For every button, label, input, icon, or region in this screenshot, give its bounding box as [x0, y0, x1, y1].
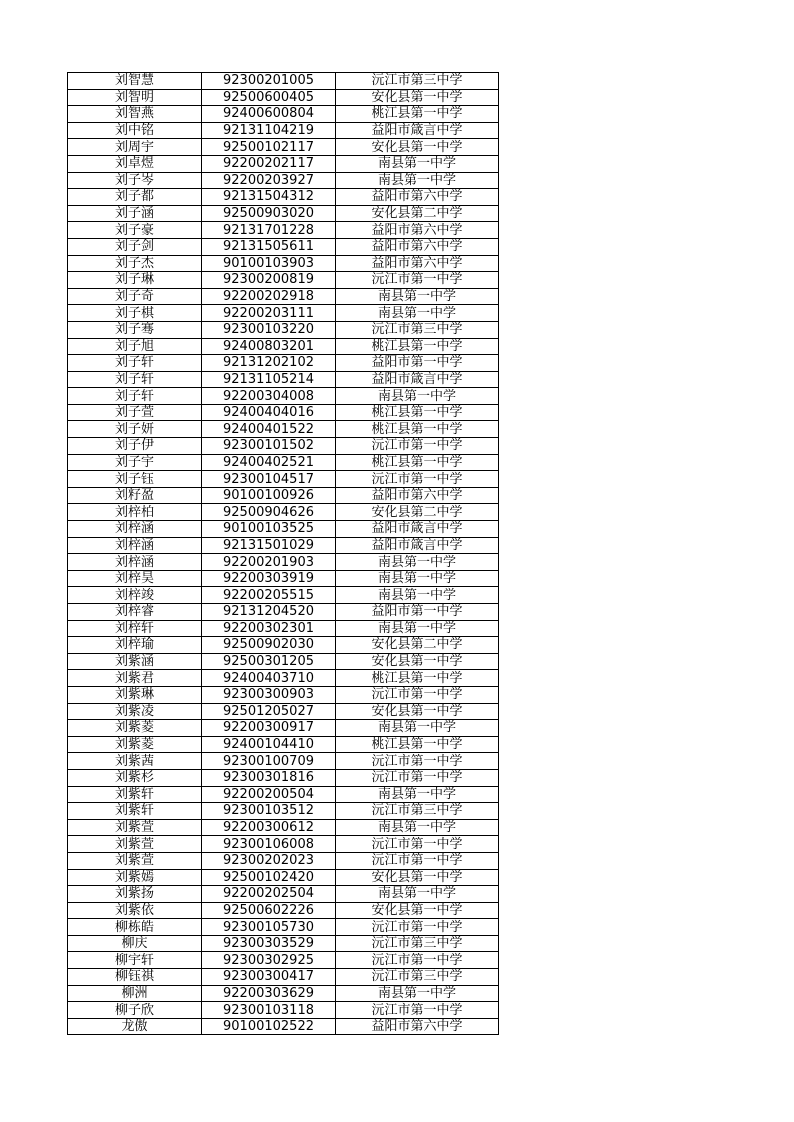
student-name-cell: 刘紫轩 [68, 786, 202, 803]
student-name-cell: 刘周宇 [68, 139, 202, 156]
student-roster-table [67, 72, 499, 1035]
student-name-cell: 刘子棋 [68, 305, 202, 322]
school-name-cell: 益阳市第六中学 [336, 222, 499, 239]
student-name-cell: 刘紫萱 [68, 852, 202, 869]
student-name-cell: 刘子伊 [68, 438, 202, 455]
exam-id-cell: 92131105214 [202, 371, 336, 388]
school-name-cell: 南县第一中学 [336, 155, 499, 172]
exam-id-cell: 92200200504 [202, 786, 336, 803]
student-name-cell: 刘紫萱 [68, 836, 202, 853]
student-name-cell: 刘紫涵 [68, 653, 202, 670]
table-row [68, 919, 499, 936]
school-name-cell: 安化县第一中学 [336, 869, 499, 886]
student-name-cell: 柳钰祺 [68, 969, 202, 986]
student-name-cell: 刘子轩 [68, 388, 202, 405]
school-name-cell: 南县第一中学 [336, 786, 499, 803]
table-row [68, 89, 499, 106]
exam-id-cell: 92501205027 [202, 703, 336, 720]
table-row [68, 504, 499, 521]
student-name-cell: 刘子琳 [68, 272, 202, 289]
exam-id-cell: 92200203111 [202, 305, 336, 322]
exam-id-cell: 92131104219 [202, 122, 336, 139]
table-row [68, 803, 499, 820]
table-row [68, 355, 499, 372]
school-name-cell: 南县第一中学 [336, 587, 499, 604]
school-name-cell: 沅江市第一中学 [336, 836, 499, 853]
table-row [68, 769, 499, 786]
school-name-cell: 益阳市箴言中学 [336, 122, 499, 139]
table-row [68, 819, 499, 836]
table-row [68, 255, 499, 272]
school-name-cell: 安化县第一中学 [336, 653, 499, 670]
student-name-cell: 刘子宇 [68, 454, 202, 471]
table-row [68, 537, 499, 554]
school-name-cell: 南县第一中学 [336, 388, 499, 405]
exam-id-cell: 90100100926 [202, 487, 336, 504]
school-name-cell: 安化县第一中学 [336, 902, 499, 919]
student-name-cell: 刘紫嫣 [68, 869, 202, 886]
exam-id-cell: 90100103525 [202, 521, 336, 538]
exam-id-cell: 92200302301 [202, 620, 336, 637]
student-name-cell: 刘子杰 [68, 255, 202, 272]
school-name-cell: 桃江县第一中学 [336, 338, 499, 355]
exam-id-cell: 92200203927 [202, 172, 336, 189]
school-name-cell: 沅江市第三中学 [336, 969, 499, 986]
exam-id-cell: 92300302925 [202, 952, 336, 969]
student-name-cell: 刘子妍 [68, 421, 202, 438]
student-name-cell: 刘紫菱 [68, 736, 202, 753]
school-name-cell: 桃江县第一中学 [336, 454, 499, 471]
student-name-cell: 刘梓涵 [68, 554, 202, 571]
school-name-cell: 沅江市第三中学 [336, 803, 499, 820]
student-name-cell: 刘梓涵 [68, 537, 202, 554]
school-name-cell: 南县第一中学 [336, 720, 499, 737]
exam-id-cell: 92300303529 [202, 935, 336, 952]
exam-id-cell: 92500301205 [202, 653, 336, 670]
school-name-cell: 益阳市第六中学 [336, 1018, 499, 1035]
table-row [68, 487, 499, 504]
school-name-cell: 南县第一中学 [336, 886, 499, 903]
exam-id-cell: 92300300417 [202, 969, 336, 986]
table-row [68, 438, 499, 455]
exam-id-cell: 92500904626 [202, 504, 336, 521]
exam-id-cell: 92400402521 [202, 454, 336, 471]
exam-id-cell: 92300101502 [202, 438, 336, 455]
table-row [68, 106, 499, 123]
school-name-cell: 安化县第二中学 [336, 205, 499, 222]
student-name-cell: 刘梓涵 [68, 521, 202, 538]
school-name-cell: 益阳市箴言中学 [336, 537, 499, 554]
school-name-cell: 安化县第二中学 [336, 637, 499, 654]
student-name-cell: 刘紫轩 [68, 803, 202, 820]
exam-id-cell: 92300100709 [202, 753, 336, 770]
exam-id-cell: 92131505611 [202, 238, 336, 255]
school-name-cell: 桃江县第一中学 [336, 670, 499, 687]
student-name-cell: 刘子骞 [68, 321, 202, 338]
table-row [68, 139, 499, 156]
exam-id-cell: 92200304008 [202, 388, 336, 405]
exam-id-cell: 92400104410 [202, 736, 336, 753]
exam-id-cell: 92500902030 [202, 637, 336, 654]
exam-id-cell: 92131204520 [202, 604, 336, 621]
school-name-cell: 安化县第二中学 [336, 504, 499, 521]
exam-id-cell: 92400600804 [202, 106, 336, 123]
school-name-cell: 桃江县第一中学 [336, 736, 499, 753]
table-row [68, 321, 499, 338]
exam-id-cell: 92500602226 [202, 902, 336, 919]
exam-id-cell: 92131202102 [202, 355, 336, 372]
school-name-cell: 沅江市第三中学 [336, 73, 499, 90]
student-name-cell: 刘子轩 [68, 371, 202, 388]
student-name-cell: 刘梓昊 [68, 570, 202, 587]
exam-id-cell: 92200205515 [202, 587, 336, 604]
table-row [68, 985, 499, 1002]
school-name-cell: 益阳市箴言中学 [336, 521, 499, 538]
student-name-cell: 柳洲 [68, 985, 202, 1002]
exam-id-cell: 92200300917 [202, 720, 336, 737]
school-name-cell: 沅江市第一中学 [336, 686, 499, 703]
table-row [68, 886, 499, 903]
table-row [68, 73, 499, 90]
exam-id-cell: 92200303629 [202, 985, 336, 1002]
table-row [68, 471, 499, 488]
student-name-cell: 刘子都 [68, 189, 202, 206]
table-row [68, 952, 499, 969]
exam-id-cell: 92300105730 [202, 919, 336, 936]
school-name-cell: 桃江县第一中学 [336, 421, 499, 438]
school-name-cell: 安化县第一中学 [336, 89, 499, 106]
school-name-cell: 南县第一中学 [336, 819, 499, 836]
table-row [68, 189, 499, 206]
table-row [68, 205, 499, 222]
table-row [68, 902, 499, 919]
school-name-cell: 益阳市第一中学 [336, 355, 499, 372]
roster-body [68, 73, 499, 1035]
school-name-cell: 益阳市第六中学 [336, 255, 499, 272]
student-name-cell: 刘紫萱 [68, 819, 202, 836]
student-name-cell: 刘子剑 [68, 238, 202, 255]
table-row [68, 686, 499, 703]
table-row [68, 935, 499, 952]
student-name-cell: 刘子豪 [68, 222, 202, 239]
student-name-cell: 刘智燕 [68, 106, 202, 123]
exam-id-cell: 92500102420 [202, 869, 336, 886]
table-row [68, 703, 499, 720]
table-row [68, 620, 499, 637]
student-name-cell: 刘梓睿 [68, 604, 202, 621]
exam-id-cell: 92300104517 [202, 471, 336, 488]
exam-id-cell: 92400404016 [202, 404, 336, 421]
table-row [68, 1018, 499, 1035]
table-row [68, 720, 499, 737]
table-row [68, 122, 499, 139]
student-name-cell: 柳栋皓 [68, 919, 202, 936]
school-name-cell: 沅江市第一中学 [336, 952, 499, 969]
table-row [68, 736, 499, 753]
exam-id-cell: 92400401522 [202, 421, 336, 438]
exam-id-cell: 92131504312 [202, 189, 336, 206]
student-name-cell: 刘籽盈 [68, 487, 202, 504]
student-name-cell: 刘梓瑜 [68, 637, 202, 654]
table-row [68, 786, 499, 803]
student-name-cell: 刘中铭 [68, 122, 202, 139]
school-name-cell: 益阳市第一中学 [336, 604, 499, 621]
student-name-cell: 刘智慧 [68, 73, 202, 90]
school-name-cell: 沅江市第一中学 [336, 1002, 499, 1019]
exam-id-cell: 90100103903 [202, 255, 336, 272]
table-row [68, 670, 499, 687]
school-name-cell: 南县第一中学 [336, 305, 499, 322]
exam-id-cell: 92400403710 [202, 670, 336, 687]
student-name-cell: 龙傲 [68, 1018, 202, 1035]
school-name-cell: 沅江市第一中学 [336, 471, 499, 488]
school-name-cell: 沅江市第三中学 [336, 321, 499, 338]
school-name-cell: 沅江市第三中学 [336, 935, 499, 952]
student-name-cell: 刘子奇 [68, 288, 202, 305]
table-row [68, 338, 499, 355]
student-name-cell: 刘卓煜 [68, 155, 202, 172]
table-row [68, 404, 499, 421]
school-name-cell: 安化县第一中学 [336, 703, 499, 720]
school-name-cell: 南县第一中学 [336, 172, 499, 189]
student-name-cell: 刘梓轩 [68, 620, 202, 637]
school-name-cell: 沅江市第一中学 [336, 852, 499, 869]
student-name-cell: 柳子欣 [68, 1002, 202, 1019]
table-row [68, 637, 499, 654]
table-row [68, 421, 499, 438]
exam-id-cell: 92500102117 [202, 139, 336, 156]
school-name-cell: 益阳市箴言中学 [336, 371, 499, 388]
table-row [68, 852, 499, 869]
school-name-cell: 南县第一中学 [336, 570, 499, 587]
exam-id-cell: 92300301816 [202, 769, 336, 786]
exam-id-cell: 92200202117 [202, 155, 336, 172]
table-row [68, 969, 499, 986]
student-name-cell: 刘紫菱 [68, 720, 202, 737]
student-name-cell: 刘梓竣 [68, 587, 202, 604]
student-name-cell: 柳庆 [68, 935, 202, 952]
school-name-cell: 益阳市第六中学 [336, 487, 499, 504]
school-name-cell: 南县第一中学 [336, 554, 499, 571]
exam-id-cell: 92200300612 [202, 819, 336, 836]
exam-id-cell: 90100102522 [202, 1018, 336, 1035]
student-name-cell: 刘紫扬 [68, 886, 202, 903]
exam-id-cell: 92300200819 [202, 272, 336, 289]
table-row [68, 222, 499, 239]
student-name-cell: 刘梓柏 [68, 504, 202, 521]
exam-id-cell: 92500903020 [202, 205, 336, 222]
table-row [68, 272, 499, 289]
table-row [68, 388, 499, 405]
school-name-cell: 益阳市第六中学 [336, 238, 499, 255]
table-row [68, 1002, 499, 1019]
table-row [68, 454, 499, 471]
school-name-cell: 沅江市第一中学 [336, 438, 499, 455]
table-row [68, 288, 499, 305]
table-row [68, 604, 499, 621]
exam-id-cell: 92131701228 [202, 222, 336, 239]
table-row [68, 836, 499, 853]
student-name-cell: 刘智明 [68, 89, 202, 106]
exam-id-cell: 92400803201 [202, 338, 336, 355]
table-row [68, 653, 499, 670]
table-row [68, 305, 499, 322]
school-name-cell: 益阳市第六中学 [336, 189, 499, 206]
table-row [68, 172, 499, 189]
exam-id-cell: 92300103220 [202, 321, 336, 338]
exam-id-cell: 92200202504 [202, 886, 336, 903]
exam-id-cell: 92500600405 [202, 89, 336, 106]
student-name-cell: 刘子萱 [68, 404, 202, 421]
exam-id-cell: 92300103118 [202, 1002, 336, 1019]
student-name-cell: 刘子涵 [68, 205, 202, 222]
exam-id-cell: 92200303919 [202, 570, 336, 587]
exam-id-cell: 92200202918 [202, 288, 336, 305]
table-row [68, 570, 499, 587]
exam-id-cell: 92131501029 [202, 537, 336, 554]
student-name-cell: 刘紫依 [68, 902, 202, 919]
student-name-cell: 刘紫杉 [68, 769, 202, 786]
table-row [68, 869, 499, 886]
table-row [68, 753, 499, 770]
table-row [68, 587, 499, 604]
student-name-cell: 柳宇轩 [68, 952, 202, 969]
table-row [68, 155, 499, 172]
exam-id-cell: 92300103512 [202, 803, 336, 820]
exam-id-cell: 92300300903 [202, 686, 336, 703]
table-row [68, 371, 499, 388]
school-name-cell: 南县第一中学 [336, 288, 499, 305]
table-row [68, 521, 499, 538]
school-name-cell: 南县第一中学 [336, 985, 499, 1002]
student-name-cell: 刘紫琳 [68, 686, 202, 703]
student-name-cell: 刘子旭 [68, 338, 202, 355]
school-name-cell: 安化县第一中学 [336, 139, 499, 156]
exam-id-cell: 92300201005 [202, 73, 336, 90]
student-name-cell: 刘子岑 [68, 172, 202, 189]
school-name-cell: 沅江市第一中学 [336, 919, 499, 936]
school-name-cell: 沅江市第一中学 [336, 753, 499, 770]
table-row [68, 554, 499, 571]
student-name-cell: 刘紫君 [68, 670, 202, 687]
student-name-cell: 刘子轩 [68, 355, 202, 372]
exam-id-cell: 92200201903 [202, 554, 336, 571]
exam-id-cell: 92300202023 [202, 852, 336, 869]
table-row [68, 238, 499, 255]
student-name-cell: 刘子钰 [68, 471, 202, 488]
student-name-cell: 刘紫茜 [68, 753, 202, 770]
school-name-cell: 沅江市第一中学 [336, 769, 499, 786]
exam-id-cell: 92300106008 [202, 836, 336, 853]
school-name-cell: 南县第一中学 [336, 620, 499, 637]
student-name-cell: 刘紫凌 [68, 703, 202, 720]
school-name-cell: 桃江县第一中学 [336, 404, 499, 421]
school-name-cell: 桃江县第一中学 [336, 106, 499, 123]
school-name-cell: 沅江市第一中学 [336, 272, 499, 289]
